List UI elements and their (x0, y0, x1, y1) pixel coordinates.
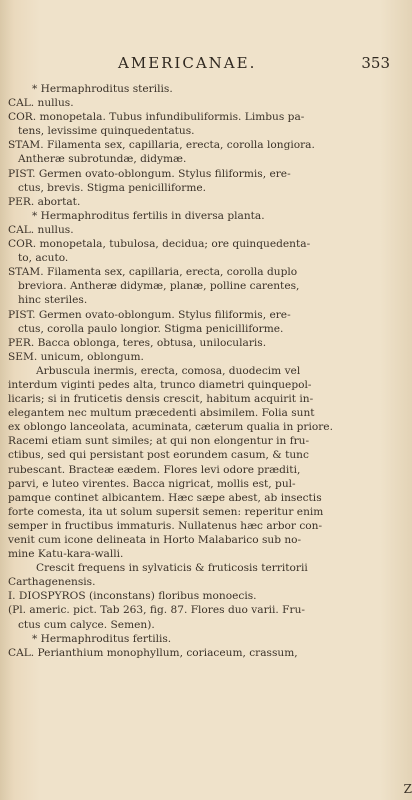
text-line: to, acuto. (18, 252, 69, 265)
text-line: pamque continet albicantem. Hæc sæpe abest, ab insectis (8, 491, 322, 504)
text-line: hinc steriles. (18, 294, 88, 307)
page-header (0, 54, 412, 76)
text-line: mine Katu-kara-walli. (8, 548, 124, 561)
text-line: PER. Bacca oblonga, teres, obtusa, unilocularis. (8, 336, 267, 349)
text-line: STAM. Filamenta sex, capillaria, erecta, corolla longiora. (8, 139, 315, 152)
text-line: semper in fructibus immaturis. Nullatenus hæc arbor con- (8, 519, 323, 532)
text-line: parvi, e luteo virentes. Bacca nigricat, mollis est, pul- (8, 477, 296, 490)
text-line: * Hermaphroditus fertilis in diversa planta. (32, 209, 265, 222)
text-line: PIST. Germen ovato-oblongum. Stylus filiformis, ere- (8, 167, 291, 180)
text-line: ex oblongo lanceolata, acuminata, cæterum qualia in priore. (8, 421, 333, 434)
text-line: breviora. Antheræ didymæ, planæ, polline carentes, (18, 280, 300, 293)
text-line: Crescit frequens in sylvaticis & fruticosis territorii (36, 562, 308, 575)
text-line: Racemi etiam sunt similes; at qui non elongentur in fru- (8, 435, 310, 448)
text-line: CAL. nullus. (8, 97, 74, 110)
text-line: COR. monopetala, tubulosa, decidua; ore quinquedenta- (8, 238, 311, 251)
page-number: 353 (361, 54, 390, 72)
text-line: CAL. nullus. (8, 223, 74, 236)
text-line: * Hermaphroditus fertilis. (32, 632, 172, 645)
text-line: tens, levissime quinquedentatus. (18, 125, 195, 138)
text-line: venit cum icone delineata in Horto Malabarico sub no- (8, 534, 302, 546)
text-line: STAM. Filamenta sex, capillaria, erecta, corolla duplo (8, 266, 298, 279)
text-line: forte comesta, ita ut solum supersit semen: reperitur enim (8, 505, 324, 518)
text-line: Carthagenensis. (8, 576, 96, 589)
text-line: ctus cum calyce. Semen). (18, 618, 155, 631)
signature-mark: Z (403, 782, 412, 796)
text-line: Arbuscula inermis, erecta, comosa, duodecim vel (36, 364, 301, 377)
text-body (8, 82, 400, 660)
text-line: I. DIOSPYROS (inconstans) floribus monoecis. (8, 590, 257, 603)
text-line: elegantem nec multum præcedenti absimilem. Folia sunt (8, 407, 315, 420)
text-line: * Hermaphroditus sterilis. (32, 83, 173, 95)
text-line: ctus, brevis. Stigma penicilliforme. (18, 181, 207, 194)
text-line: licaris; si in fruticetis densis crescit, habitum acquirit in- (8, 393, 314, 406)
text-line: CAL. Perianthium monophyllum, coriaceum, crassum, (8, 646, 298, 659)
text-line: PIST. Germen ovato-oblongum. Stylus filiformis, ere- (8, 308, 291, 321)
text-line: PER. abortat. (8, 195, 81, 208)
text-line: interdum viginti pedes alta, trunco diametri quinquepol- (8, 378, 312, 391)
text-line: (Pl. americ. pict. Tab 263, fig. 87. Flores duo varii. Fru- (8, 604, 305, 617)
text-line: ctus, corolla paulo longior. Stigma penicilliforme. (18, 322, 284, 335)
text-line: rubescant. Bracteæ eædem. Flores levi odore præditi, (8, 463, 301, 476)
text-line: ctibus, sed qui persistant post eorundem casum, & tunc (8, 449, 309, 462)
text-line: Antheræ subrotundæ, didymæ. (18, 153, 187, 166)
text-line: COR. monopetala. Tubus infundibuliformis. Limbus pa- (8, 111, 305, 124)
text-line: SEM. unicum, oblongum. (8, 350, 144, 363)
running-head: AMERICANAE. (118, 54, 257, 72)
